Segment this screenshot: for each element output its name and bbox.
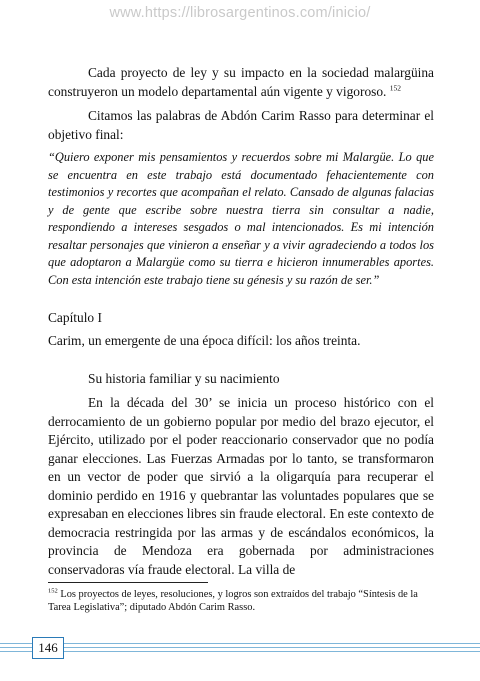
footnote: [48, 588, 438, 614]
chapter-label: Capítulo I: [48, 310, 102, 325]
footnote-text: Los proyectos de leyes, resoluciones, y logros son extraídos del trabajo “Síntesis de la Tarea Legislativa”; diputado Abdón Carim Rasso.: [48, 589, 418, 613]
body-paragraph: En la década del 30’ se inicia un proceso histórico con el derrocamiento de un gobierno popular por medio del brazo ejecutor, el Ejército, utilizado por el poder reaccionario conservador que no podía ganar elecciones. Las Fuerzas Armadas por lo tanto, se transformaron en un vector de poder que sirvió a la oligarquía para recuperar el dominio perdido en 1916 y quebrantar las voluntades populares que se expresaban en elecciones libres sin fraude electoral. En este contexto de democracia restringida por las armas y de escándalos económicos, la provincia de Mendoza era gobernada por administraciones conservadoras vía fraude electoral. La villa de: [48, 395, 434, 577]
intro-paragraph-text: Cada proyecto de ley y su impacto en la sociedad malargüina construyeron un modelo departamental aún vigente y vigoroso.: [48, 65, 434, 99]
watermark-url: www.https://librosargentinos.com/inicio/: [109, 5, 371, 21]
section-title: Su historia familiar y su nacimiento: [88, 371, 280, 386]
block-quote: “Quiero exponer mis pensamientos y recuerdos sobre mi Malargüe. Lo que se encuentra en este trabajo está documentado fehacientemente con testimonios y recortes que acompañan el relato. Cansado de algunas falacias y de gente que escribe sobre nuestra tierra sin consultar a nadie, respondiendo a intereses sesgados o mal intencionados. Es mi intención resaltar personajes que vinieron a enseñar y a vivir agradeciendo a todos los que adoptaron a Malargüe como su tierra e hicieron innumerables aportes. Con esta intención este trabajo tiene su génesis y su razón de ser.”: [48, 150, 434, 287]
footnote-number: 152: [48, 587, 58, 595]
page-number: 146: [32, 637, 64, 659]
page-decor-line-top: [0, 643, 480, 644]
intro-paragraph: [48, 64, 434, 101]
page-decor-line-middle: [0, 647, 480, 648]
page-body: [48, 64, 434, 579]
footnote-reference: 152: [389, 83, 401, 93]
footnote-divider: [48, 582, 208, 583]
chapter-subtitle: Carim, un emergente de una época difícil: los años treinta.: [48, 333, 361, 348]
page-decor-line-bottom: [0, 651, 480, 652]
citation-intro-paragraph: Citamos las palabras de Abdón Carim Rasso para determinar el objetivo final:: [48, 108, 434, 142]
